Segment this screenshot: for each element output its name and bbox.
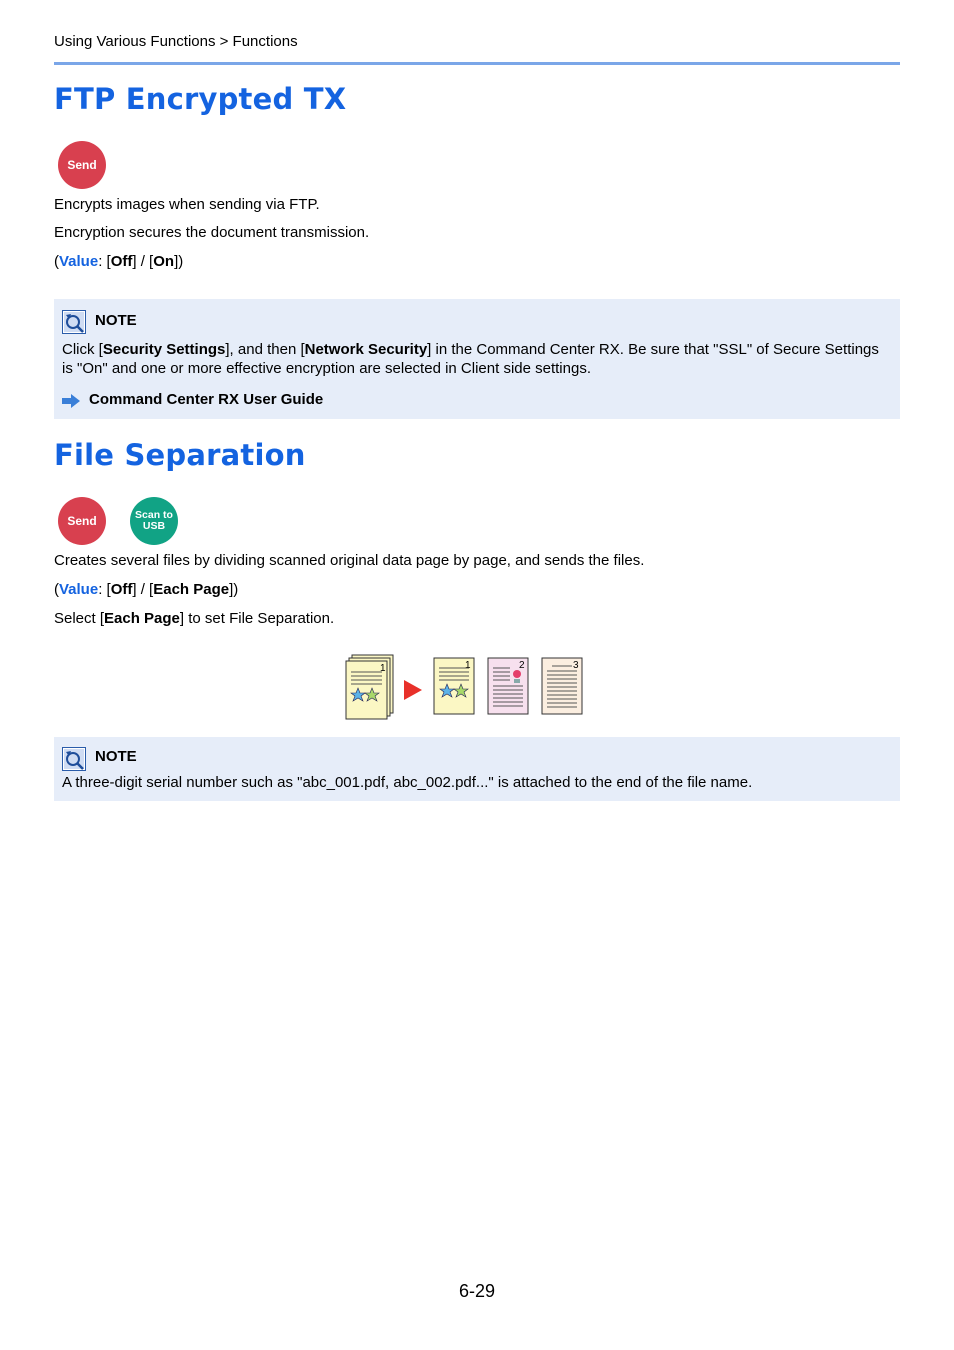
ftp-value-options: (Value: [Off] / [On]) [54, 253, 184, 270]
note-text-file-separation: A three-digit serial number such as "abc_001.pdf, abc_002.pdf..." is attached to the end of the file name. [62, 774, 753, 791]
note-heading: NOTE [95, 312, 137, 329]
output-page-3-icon [542, 658, 582, 714]
page-number-label: 1 [380, 663, 386, 674]
reference-arrow-icon [62, 394, 80, 408]
value-label: Value [59, 581, 99, 598]
section-title-ftp-encrypted-tx: FTP Encrypted TX [54, 82, 347, 116]
option-on: On [153, 253, 175, 270]
option-off: Off [110, 581, 133, 598]
scan-to-usb-badge [130, 497, 178, 545]
send-badge [58, 497, 106, 545]
note-box-file-separation [54, 737, 900, 801]
original-stack-icon [346, 655, 393, 719]
note-heading: NOTE [95, 748, 137, 765]
file-separation-instruction: Select [Each Page] to set File Separation. [54, 610, 335, 627]
file-separation-value-options: (Value: [Off] / [Each Page]) [54, 581, 239, 598]
note-text-ftp: Click [Security Settings], and then [Network Security] in the Command Center RX. Be sure that "SSL" of Secure Settings is "On" and one or more effective encryption are selected in Client side settings. [62, 341, 879, 377]
note-icon [62, 747, 86, 771]
value-label: Value [59, 253, 99, 270]
ftp-description-1: Encrypts images when sending via FTP. [54, 196, 320, 213]
section-title-file-separation: File Separation [54, 438, 306, 472]
arrow-icon [404, 680, 422, 700]
header-rule [54, 62, 900, 65]
ftp-description-2: Encryption secures the document transmission. [54, 224, 370, 241]
file-separation-description: Creates several files by dividing scanned original data page by page, and sends the files. [54, 552, 645, 569]
page-number-label: 2 [519, 660, 525, 671]
option-each-page: Each Page [153, 581, 230, 598]
breadcrumb: Using Various Functions > Functions [54, 33, 298, 50]
page-number-label: 1 [465, 660, 471, 671]
output-page-2-icon [488, 658, 528, 714]
send-badge-label: Send [67, 513, 97, 528]
send-badge-label: Send [67, 157, 97, 172]
reference-link-command-center[interactable]: Command Center RX User Guide [89, 391, 324, 408]
option-off: Off [110, 253, 133, 270]
scan-to-usb-badge-label: Scan to USB [135, 509, 173, 532]
send-badge [58, 141, 106, 189]
output-page-1-icon [434, 658, 474, 714]
note-box-ftp [54, 299, 900, 419]
note-icon [62, 310, 86, 334]
page-number-label: 3 [573, 660, 579, 671]
page-number: 6-29 [458, 1281, 496, 1301]
file-separation-illustration [340, 650, 590, 722]
